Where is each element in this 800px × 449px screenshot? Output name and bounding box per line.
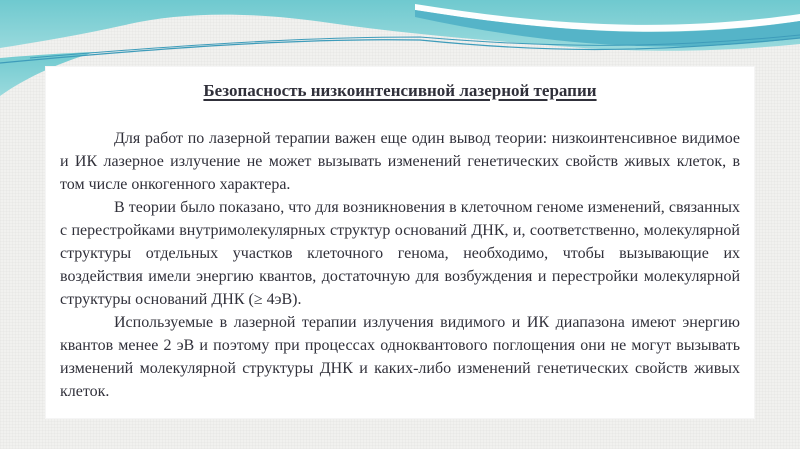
body-paragraph-1: Для работ по лазерной терапии важен еще один вывод теории: низкоинтенсивное видимое и ИК лазерное излучение не может вызывать изменений генетических свойств живых клеток, в том числе онкогенного характера. <box>60 130 740 193</box>
slide-title: Безопасность низкоинтенсивной лазерной терапии <box>203 81 597 100</box>
slide-body <box>60 127 740 403</box>
body-paragraph-2: В теории было показано, что для возникновения в клеточном геноме изменений, связанных с перестройками внутримолекулярных структур оснований ДНК, и, соответственно, молекулярной структуры отдельных участков клеточного генома, необходимо, чтобы вызывающие их воздействия имели энергию квантов, достаточную для возбуждения и перестройки молекулярной структуры оснований ДНК (≥ 4эВ). <box>60 199 740 308</box>
content-panel <box>45 66 755 419</box>
body-paragraph-3: Используемые в лазерной терапии излучения видимого и ИК диапазона имеют энергию квантов менее 2 эВ и поэтому при процессах одноквантового поглощения они не могут вызывать изменений молекулярной структуры ДНК и каких-либо изменений генетических свойств живых клеток. <box>60 314 740 400</box>
